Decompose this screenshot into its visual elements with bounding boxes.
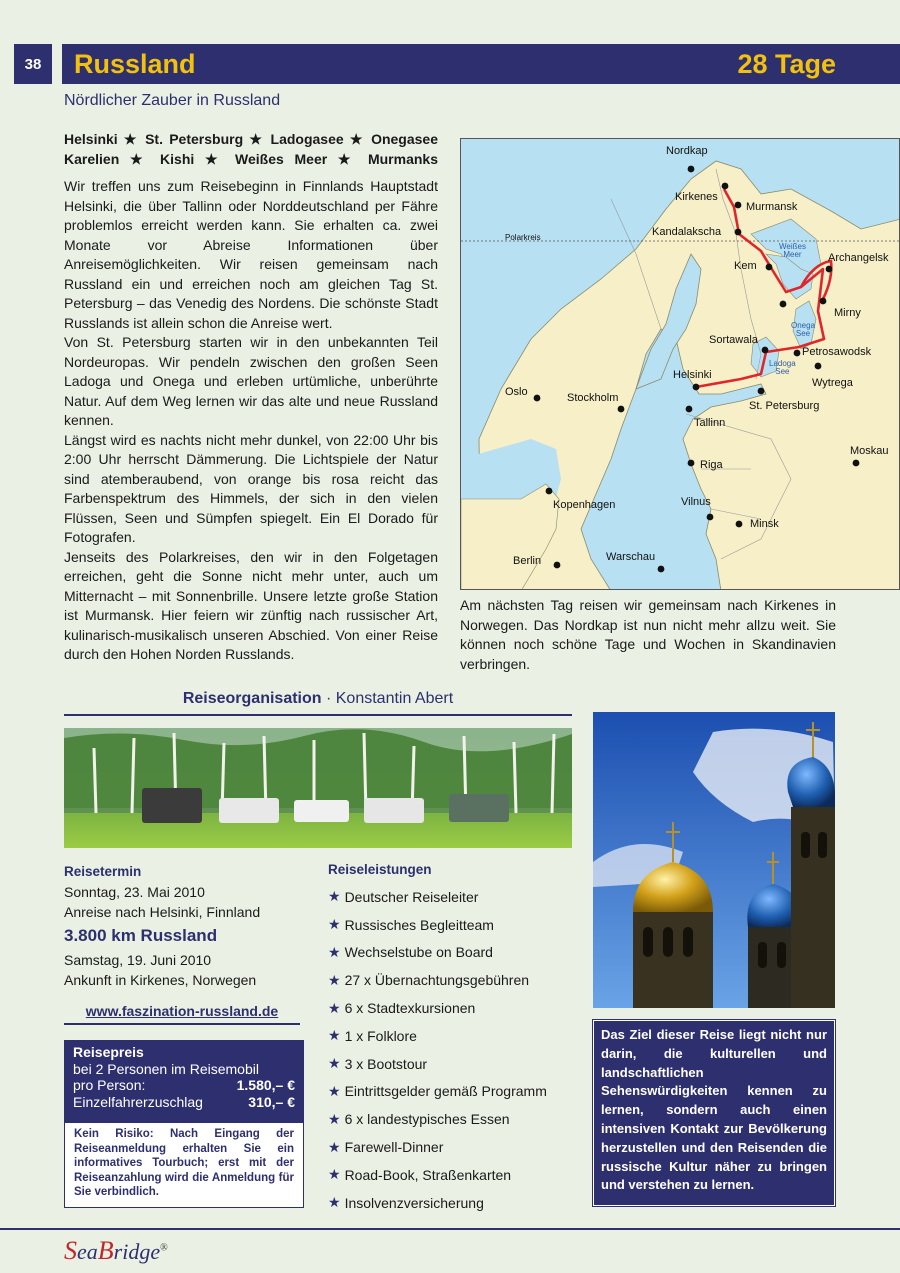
list-item [328, 1161, 578, 1189]
list-item [328, 911, 578, 939]
risk-note: Kein Risiko: Nach Eingang der Reiseanmeldung erhalten Sie ein informatives Tourbuch; erst mit der Reiseanzahlung wird die Anmeldung für Sie verbindlich. [64, 1122, 304, 1208]
star-icon: ★ [328, 1138, 341, 1155]
onega-label-line2: See [795, 329, 811, 338]
service-text: 6 x landestypisches Essen [344, 1111, 510, 1128]
list-item [328, 966, 578, 994]
city-wytrega: Wytrega [812, 377, 853, 389]
logo-text-ea: ea [77, 1239, 98, 1264]
organisation-separator: · [321, 690, 336, 707]
title-bar [62, 44, 900, 84]
city-mirny: Mirny [834, 307, 861, 319]
city-minsk: Minsk [750, 518, 779, 530]
page-number: 38 [14, 44, 52, 84]
price-per-person-row [73, 1077, 295, 1094]
single-value: 310,– € [248, 1093, 295, 1110]
service-text: 3 x Bootstour [344, 1055, 428, 1072]
end-date: Samstag, 19. Juni 2010 [64, 952, 212, 968]
city-helsinki: Helsinki [673, 369, 712, 381]
star-icon: ★ [328, 888, 341, 905]
city-riga: Riga [700, 459, 723, 471]
star-icon: ★ [328, 943, 341, 960]
church-photo [593, 712, 835, 1008]
onega-label-line1: Onega [791, 321, 816, 330]
city-warschau: Warschau [606, 551, 656, 563]
onega-lake-label [791, 322, 815, 338]
list-item [328, 1022, 578, 1050]
intro-paragraph-4: Jenseits des Polarkreises, den wir in den Folgetagen erreichen, geht die Sonne nicht mehr unter, auch um Mitternacht – mit Sonnenbrille. Unsere letzte große Station ist Murmansk. Hier feiern wir zünftig nach russischer Art, kulinarisch-musikalisch unseren Abschied. Von einer Reise durch den Hohen Norden Russlands. [64, 548, 438, 662]
per-person-label: pro Person: [73, 1077, 146, 1093]
service-text: Russisches Begleitteam [344, 916, 494, 933]
service-text: Deutscher Reiseleiter [344, 888, 479, 905]
ladoga-label-line1: Ladoga [769, 359, 796, 368]
star-icon: ★ [328, 1194, 341, 1211]
city-kandalakscha: Kandalakscha [652, 226, 722, 238]
start-date: Sonntag, 23. Mai 2010 [64, 884, 205, 900]
list-item [328, 939, 578, 967]
list-item [328, 1189, 578, 1217]
dates-label: Reisetermin [64, 864, 142, 879]
logo-letter-s: S [64, 1236, 77, 1265]
intro-paragraph-3: Längst wird es nachts nicht mehr dunkel, von 22:00 Uhr bis 2:00 Uhr herrscht Dämmerung. Die Lichtspiele der Natur sind atemberaubend, von orange bis rosa reicht das Farbenspektrum des Himmels, der sich in den vielen Flüssen, Seen und Sümpfen spiegelt. Ein El Dorado für Fotografen. [64, 431, 438, 545]
organisation-name: Konstantin Abert [335, 690, 454, 707]
footer-divider [0, 1228, 900, 1230]
city-sortawala: Sortawala [709, 334, 758, 346]
city-oslo: Oslo [505, 386, 528, 398]
city-petrosawodsk: Petrosawodsk [802, 346, 872, 358]
route-map [460, 138, 900, 590]
polar-circle-label: Polarkreis [505, 233, 541, 242]
intro-paragraph-2: Von St. Petersburg starten wir in den unbekannten Teil Nordeuropas. Wir pendeln zwischen den großen Seen Ladoga und Onega und erleben urtümliche, unberührte Natur. Auf dem Weg lernen wir das alte und neue Russland kennen. [64, 334, 438, 428]
star-icon: ★ [328, 1166, 341, 1183]
map-graphic [461, 139, 900, 590]
price-label: Reisepreis [73, 1044, 144, 1060]
city-stockholm: Stockholm [567, 392, 619, 404]
ladoga-lake-label [769, 360, 796, 376]
service-text: Wechselstube on Board [344, 944, 493, 961]
service-text: Eintrittsgelder gemäß Programm [344, 1083, 547, 1100]
organisation-heading [64, 690, 572, 716]
ladoga-label-line2: See [775, 367, 790, 376]
single-label: Einzelfahrerzuschlag [73, 1093, 203, 1110]
city-vilnus: Vilnus [681, 496, 711, 508]
per-person-value: 1.580,– € [236, 1077, 295, 1093]
website-link[interactable]: www.faszination-russland.de [85, 1003, 279, 1019]
services-label: Reiseleistungen [328, 862, 432, 877]
white-sea-label-line2: Meer [783, 250, 802, 259]
list-item [328, 1050, 578, 1078]
service-text: Insolvenzversicherung [344, 1194, 484, 1211]
city-berlin: Berlin [513, 555, 542, 567]
city-kirkenes: Kirkenes [675, 191, 718, 203]
star-icon: ★ [328, 971, 341, 988]
star-icon: ★ [328, 1110, 341, 1127]
city-archangelsk: Archangelsk [828, 252, 889, 264]
seabridge-logo [64, 1236, 168, 1266]
list-item [328, 883, 578, 911]
price-single-row [73, 1094, 295, 1111]
campsite-photo [64, 728, 572, 848]
city-st-petersburg: St. Petersburg [749, 400, 820, 412]
star-icon: ★ [328, 1082, 341, 1099]
trip-duration: 28 Tage [737, 48, 836, 79]
start-info: Anreise nach Helsinki, Finnland [64, 904, 261, 920]
city-kopenhagen: Kopenhagen [553, 499, 616, 511]
intro-paragraph-1: Wir treffen uns zum Reisebeginn in Finnlands Hauptstadt Helsinki, die über Tallinn oder Norddeutschland per Fähre problemlos erreicht werden kann. Sie erhalten ca. zwei Monate vor Abreise Informationen über Anreisemöglichkeiten. Wir reisen gemeinsam nach Russland ein und erreichen noch am gleichen Tag St. Petersburg – das Venedig des Nordens. Die schönste Stadt Russlands ist allein schon die Anreise wert. [64, 178, 438, 331]
white-sea-label-line1: Weißes [779, 242, 806, 251]
star-icon: ★ [328, 999, 341, 1016]
registered-mark: ® [160, 1242, 168, 1254]
white-sea-label [779, 243, 806, 259]
list-item [328, 1105, 578, 1133]
star-icon: ★ [328, 1055, 341, 1072]
star-icon: ★ [328, 916, 341, 933]
page-title: Russland [74, 48, 196, 79]
city-kem: Kem [734, 260, 757, 272]
intro-text [64, 130, 438, 665]
services-list [328, 862, 578, 1217]
travel-dates [64, 862, 314, 990]
logo-text-ridge: ridge [113, 1239, 161, 1264]
continuation-paragraph: Am nächsten Tag reisen wir gemeinsam nach Kirkenes in Norwegen. Das Nordkap ist nun nicht mehr allzu weit. Sie können noch schöne Tage und Wochen in Skandinavien verbringen. [460, 597, 836, 672]
star-icon: ★ [328, 1027, 341, 1044]
city-nordkap: Nordkap [666, 145, 708, 157]
city-tallinn: Tallinn [694, 417, 726, 429]
city-murmansk: Murmansk [746, 201, 798, 213]
service-text: 1 x Folklore [344, 1027, 417, 1044]
logo-letter-b: B [97, 1236, 114, 1265]
website-link-container [64, 1003, 300, 1025]
service-text: 27 x Übernachtungsgebühren [344, 972, 530, 989]
list-item [328, 1078, 578, 1106]
service-text: Farewell-Dinner [344, 1139, 444, 1156]
service-text: Road-Book, Straßenkarten [344, 1166, 512, 1183]
distance: 3.800 km Russland [64, 926, 218, 945]
organisation-label: Reiseorganisation [182, 690, 322, 707]
list-item [328, 994, 578, 1022]
service-text: 6 x Stadtexkursionen [344, 1000, 476, 1017]
price-box [64, 1040, 304, 1122]
route-stops: Helsinki ★ St. Petersburg ★ Ladogasee ★ Onegasee Karelien ★ Kishi ★ Weißes Meer ★ Murmanks [64, 131, 438, 167]
price-line1: bei 2 Personen im Reisemobil [73, 1060, 259, 1077]
page-subtitle: Nördlicher Zauber in Russland [64, 92, 281, 109]
trip-goal-quote: Das Ziel dieser Reise liegt nicht nur darin, die kulturellen und landschaftlichen Sehenswürdigkeiten kennen zu lernen, sondern auch einen intensiven Kontakt zur Bevölkerung herzustellen und den Reisenden die russische Kultur näher zu bringen und verstehen zu lernen. [593, 1020, 835, 1206]
list-item [328, 1133, 578, 1161]
city-moskau: Moskau [850, 445, 889, 457]
end-info: Ankunft in Kirkenes, Norwegen [64, 972, 257, 988]
